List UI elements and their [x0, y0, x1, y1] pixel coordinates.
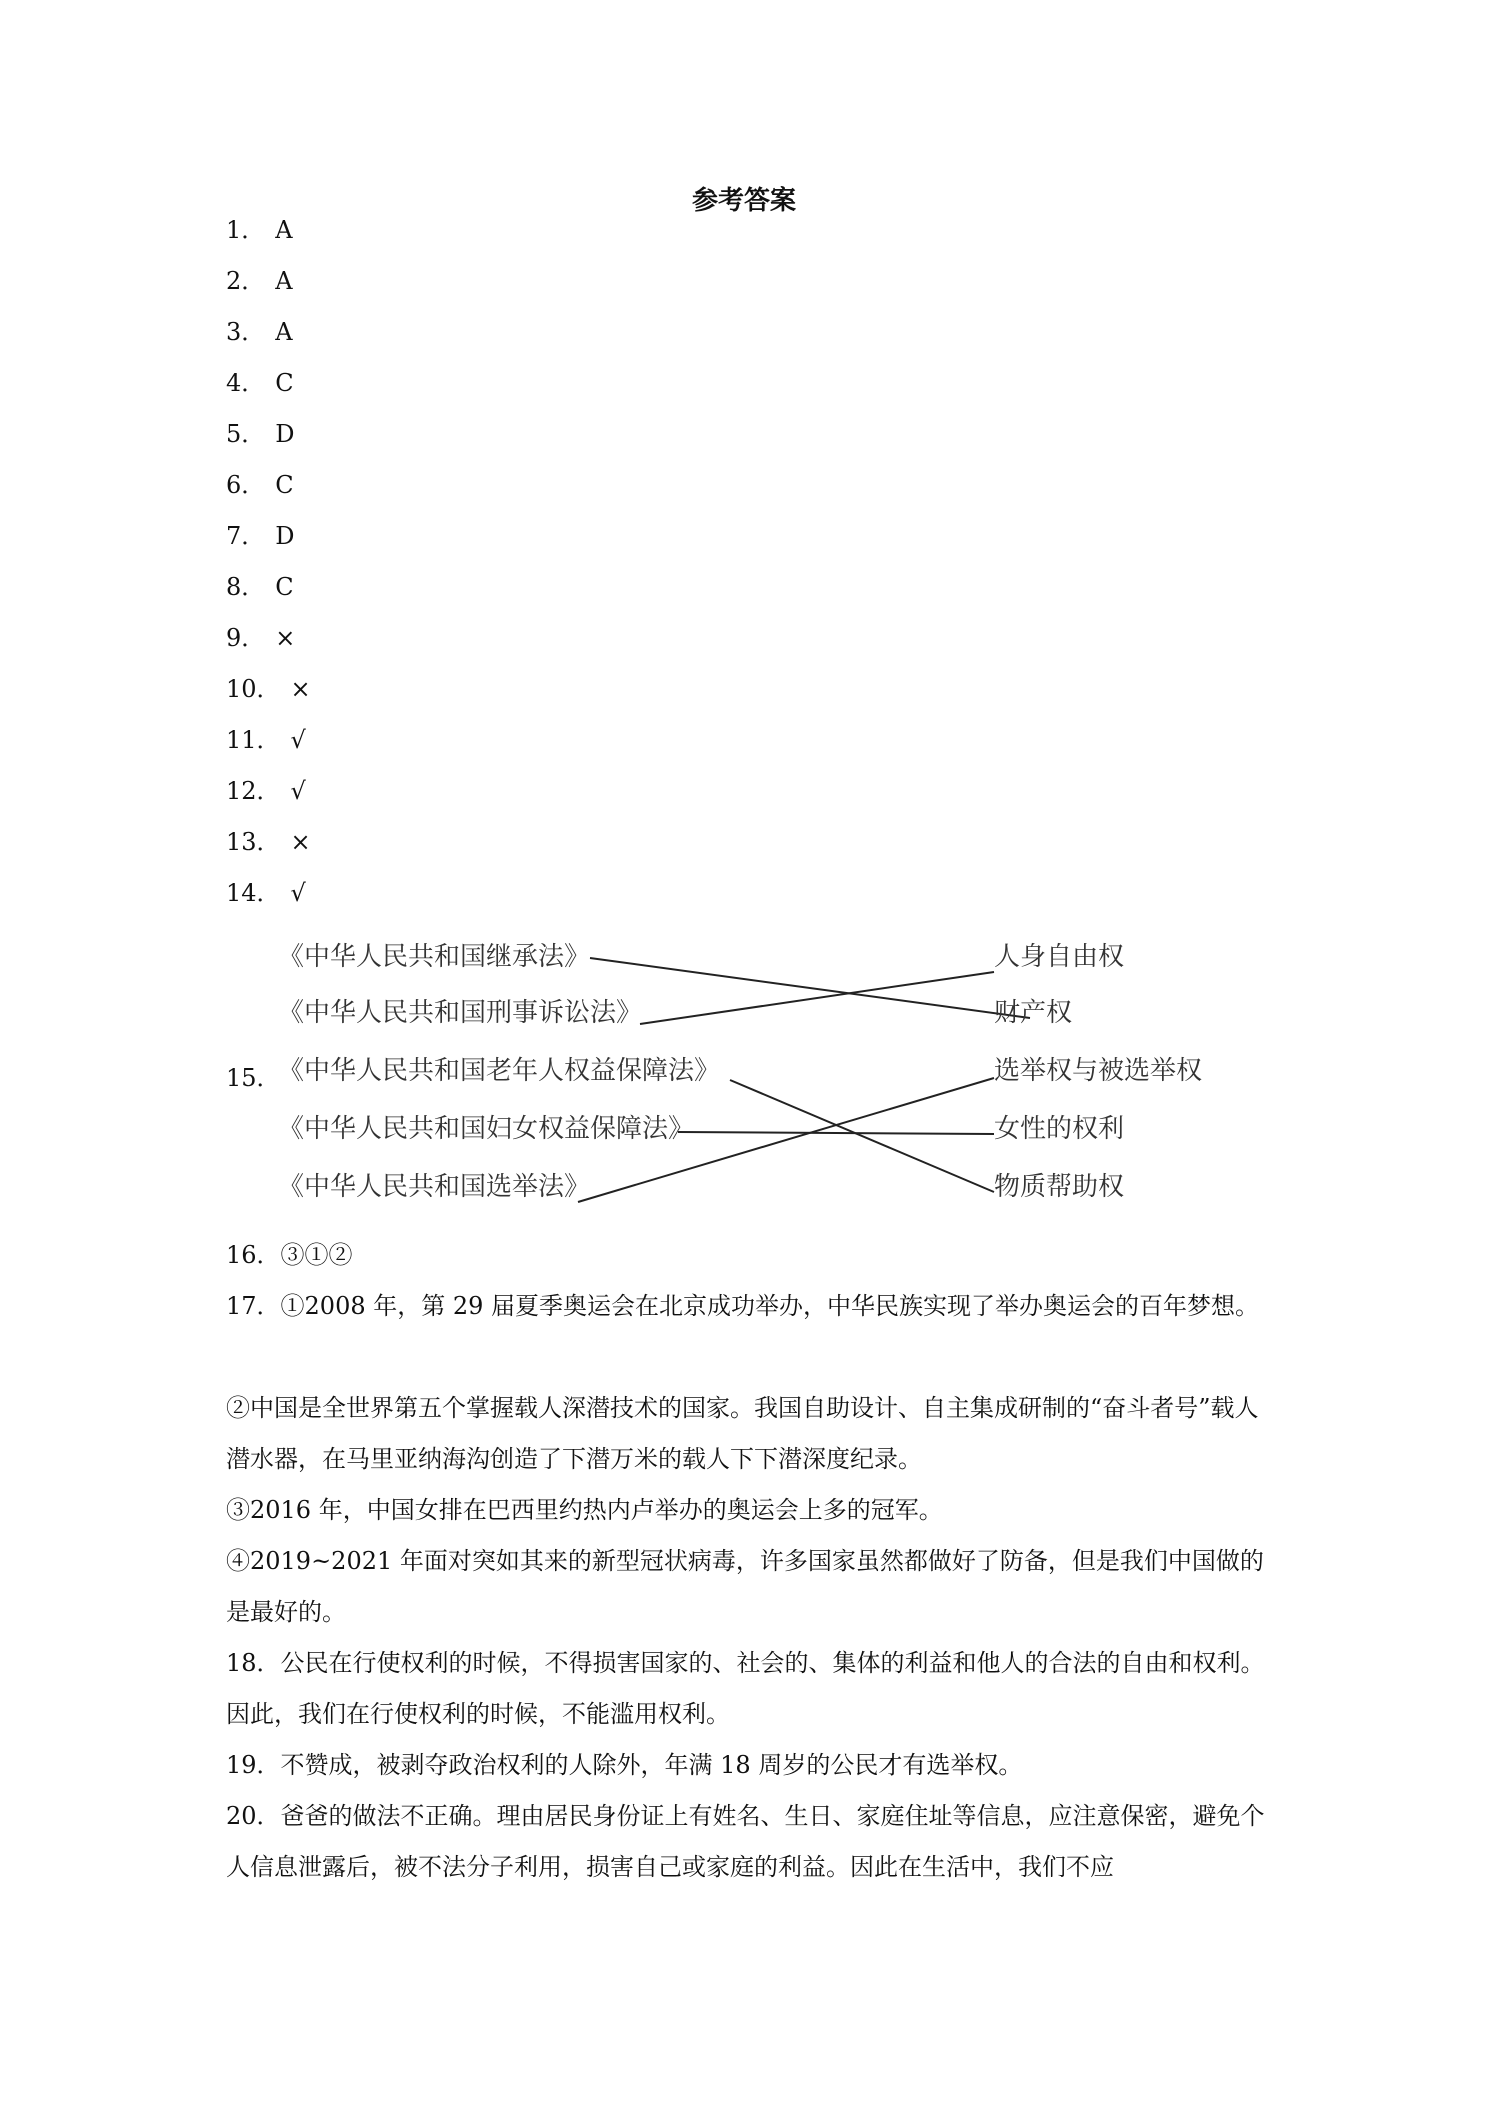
answer-number: 9．: [226, 624, 266, 652]
answer-17-part-2: ②中国是全世界第五个掌握载人深潜技术的国家。我国自助设计、自主集成研制的“奋斗者号”载人潜水器，在马里亚纳海沟创造了下潜万米的载人下下潜深度纪录。: [226, 1394, 1259, 1473]
answer-number: 5．: [226, 420, 266, 448]
answer-item: [226, 316, 293, 348]
right-item: 选举权与被选举权: [994, 1056, 1203, 1086]
answer-number: 8．: [226, 573, 266, 601]
answer-number: 7．: [226, 522, 266, 550]
answer-value: D: [275, 522, 295, 550]
answer-value: ×: [290, 675, 311, 703]
law-item: 《中华人民共和国选举法》: [278, 1172, 591, 1202]
answer-value: C: [275, 573, 294, 601]
answer-value: D: [275, 420, 295, 448]
answer-item: [226, 673, 311, 705]
right-item: 女性的权利: [994, 1114, 1125, 1144]
match-line: [678, 1132, 994, 1134]
answer-number: 12．: [226, 777, 281, 805]
answer-20: 20．爸爸的做法不正确。理由居民身份证上有姓名、生日、家庭住址等信息，应注意保密，避免个人信息泄露后，被不法分子利用，损害自己或家庭的利益。因此在生活中，我们不应: [226, 1802, 1265, 1881]
answer-item: [226, 520, 295, 552]
right-item: 物质帮助权: [994, 1172, 1125, 1202]
match-line: [590, 958, 1030, 1018]
answer-value: √: [290, 879, 306, 907]
answer-17-part-1: 17．①2008 年，第 29 届夏季奥运会在北京成功举办，中华民族实现了举办奥运会的百年梦想。: [226, 1292, 1260, 1320]
answer-item: [226, 214, 293, 246]
answer-value: A: [275, 216, 293, 244]
right-item: 人身自由权: [994, 942, 1125, 972]
answer-number: 3．: [226, 318, 266, 346]
answer-value: A: [275, 318, 293, 346]
answer-19: 19．不赞成，被剥夺政治权利的人除外，年满 18 周岁的公民才有选举权。: [226, 1751, 1023, 1779]
answer-item: [226, 367, 294, 399]
answer-16: 16．③①②: [226, 1241, 353, 1269]
law-item: 《中华人民共和国妇女权益保障法》: [278, 1114, 695, 1144]
answer-number: 6．: [226, 471, 266, 499]
matching-figure: [278, 934, 1203, 1220]
answer-item: [226, 469, 294, 501]
answer-value: C: [275, 471, 294, 499]
match-line: [730, 1080, 994, 1192]
answer-number: 13．: [226, 828, 281, 856]
answer-number: 2．: [226, 267, 266, 295]
right-item: 财产权: [994, 998, 1073, 1028]
answer-number: 1．: [226, 216, 266, 244]
answer-item: [226, 724, 306, 756]
q15-number: 15．: [226, 1064, 281, 1092]
answer-value: ×: [275, 624, 296, 652]
law-item: 《中华人民共和国继承法》: [278, 942, 591, 972]
answer-18: 18．公民在行使权利的时候，不得损害国家的、社会的、集体的利益和他人的合法的自由和权利。因此，我们在行使权利的时候，不能滥用权利。: [226, 1649, 1265, 1728]
answer-item: [226, 877, 306, 909]
answer-item: [226, 775, 306, 807]
answer-item: [226, 265, 293, 297]
answer-value: C: [275, 369, 294, 397]
answer-item: [226, 418, 295, 450]
answer-number: 14．: [226, 879, 281, 907]
answer-value: √: [290, 777, 306, 805]
answer-17-part-3: ③2016 年，中国女排在巴西里约热内卢举办的奥运会上多的冠军。: [226, 1496, 943, 1524]
law-item: 《中华人民共和国老年人权益保障法》: [278, 1056, 721, 1086]
answer-item: [226, 571, 294, 603]
answer-value: A: [275, 267, 293, 295]
answer-number: 11．: [226, 726, 281, 754]
answer-item: [226, 826, 311, 858]
answer-value: ×: [290, 828, 311, 856]
answer-item: [226, 622, 295, 654]
law-item: 《中华人民共和国刑事诉讼法》: [278, 998, 643, 1028]
page-title: 参考答案: [691, 186, 796, 216]
answer-value: √: [290, 726, 306, 754]
answer-number: 4．: [226, 369, 266, 397]
match-line: [640, 972, 994, 1024]
answer-number: 10．: [226, 675, 281, 703]
answer-17-part-4: ④2019~2021 年面对突如其来的新型冠状病毒，许多国家虽然都做好了防备，但是我们中国做的是最好的。: [226, 1547, 1264, 1626]
